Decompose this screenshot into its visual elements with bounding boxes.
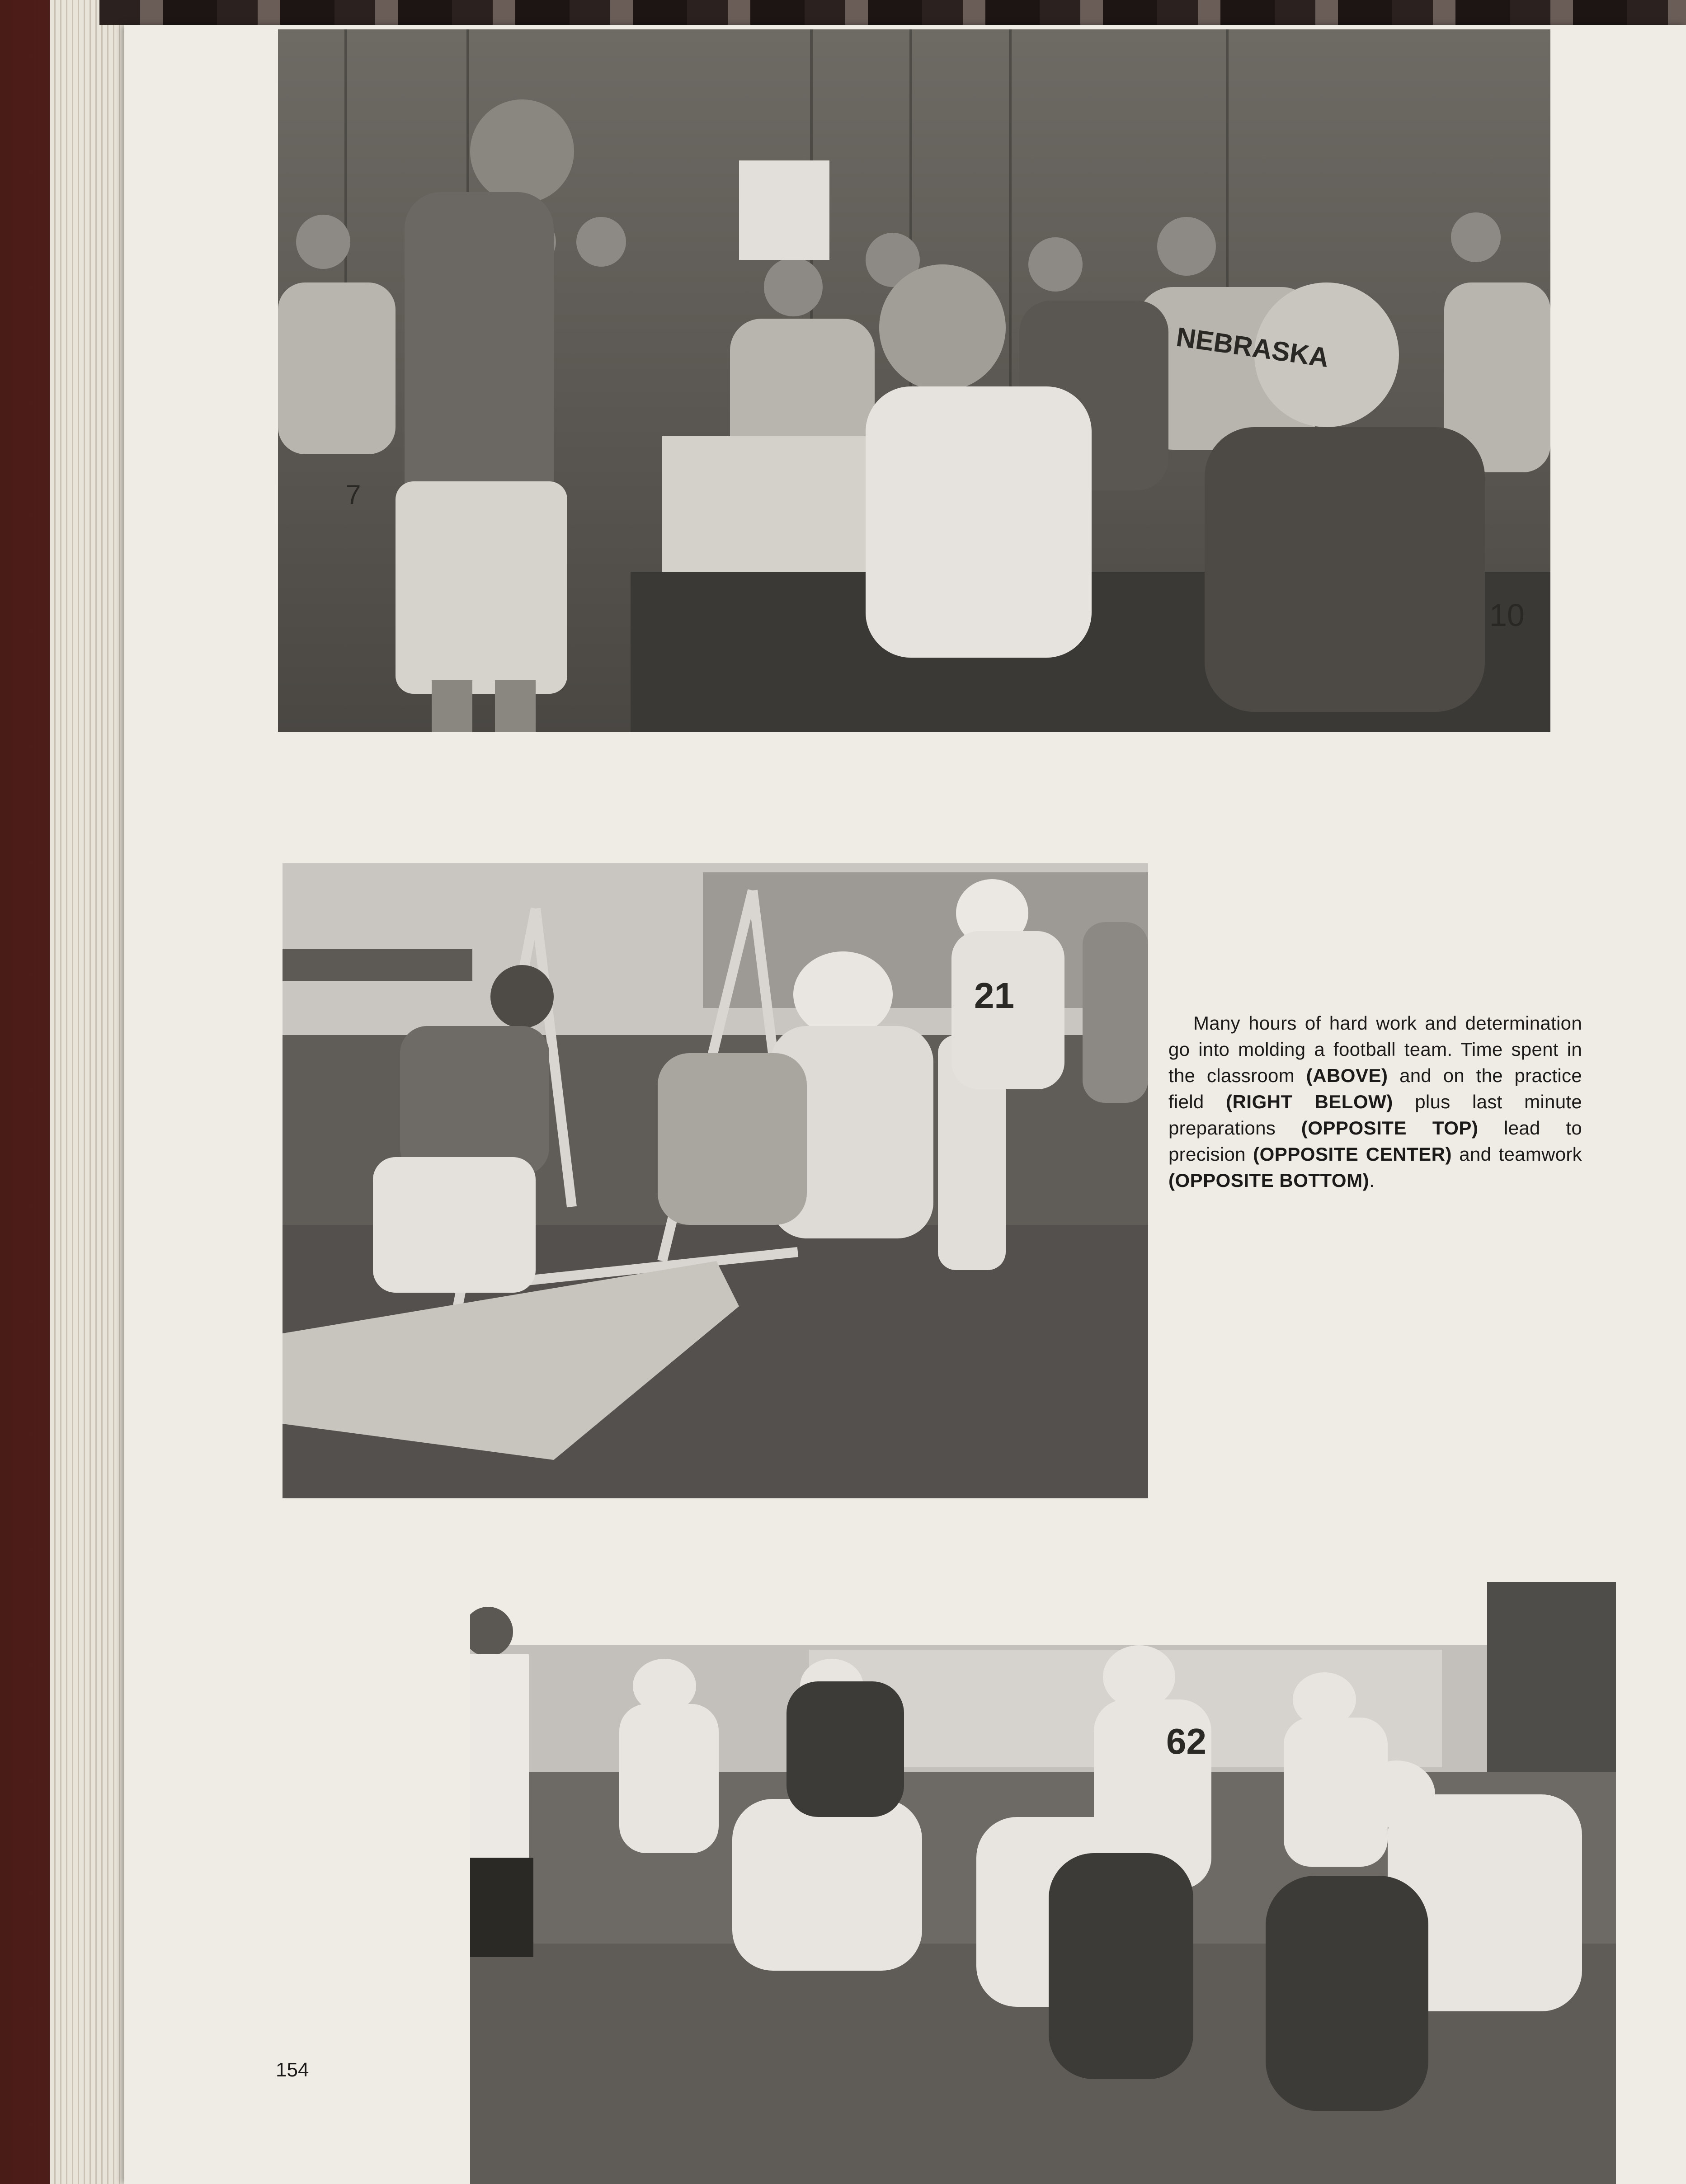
football-scrimmage-photo [470, 1582, 1616, 2184]
desk-number-10: 10 [1489, 598, 1525, 633]
caption-text-5: and teamwork [1451, 1144, 1582, 1165]
desk-number-7: 7 [346, 480, 361, 510]
caption-text-4: lead to precision [1168, 1117, 1582, 1165]
blocking-sled-practice-photo [283, 863, 1148, 1498]
caption-text-6: . [1369, 1170, 1375, 1191]
nebraska-shirt-text: NEBRASKA [1174, 321, 1331, 373]
page-number: 154 [276, 2059, 309, 2081]
caption-ref-right-below: (RIGHT BELOW) [1226, 1091, 1393, 1112]
caption-text-3: plus last minute preparations [1168, 1091, 1582, 1139]
jersey-number-62: 62 [1166, 1721, 1206, 1761]
caption-ref-opposite-top: (OPPOSITE TOP) [1301, 1117, 1479, 1139]
caption-text-1: Many hours of hard work and determination go into molding a football team. Time spent in the classroom [1168, 1012, 1582, 1086]
caption-ref-opposite-center: (OPPOSITE CENTER) [1253, 1144, 1452, 1165]
photo-caption [1168, 1010, 1582, 1194]
jersey-number-21: 21 [974, 975, 1014, 1016]
classroom-meeting-photo [278, 29, 1550, 732]
previous-page-edge [99, 0, 1686, 25]
caption-ref-above: (ABOVE) [1306, 1065, 1388, 1086]
caption-text-2: and on the practice field [1168, 1065, 1582, 1112]
caption-ref-opposite-bottom: (OPPOSITE BOTTOM) [1168, 1170, 1370, 1191]
